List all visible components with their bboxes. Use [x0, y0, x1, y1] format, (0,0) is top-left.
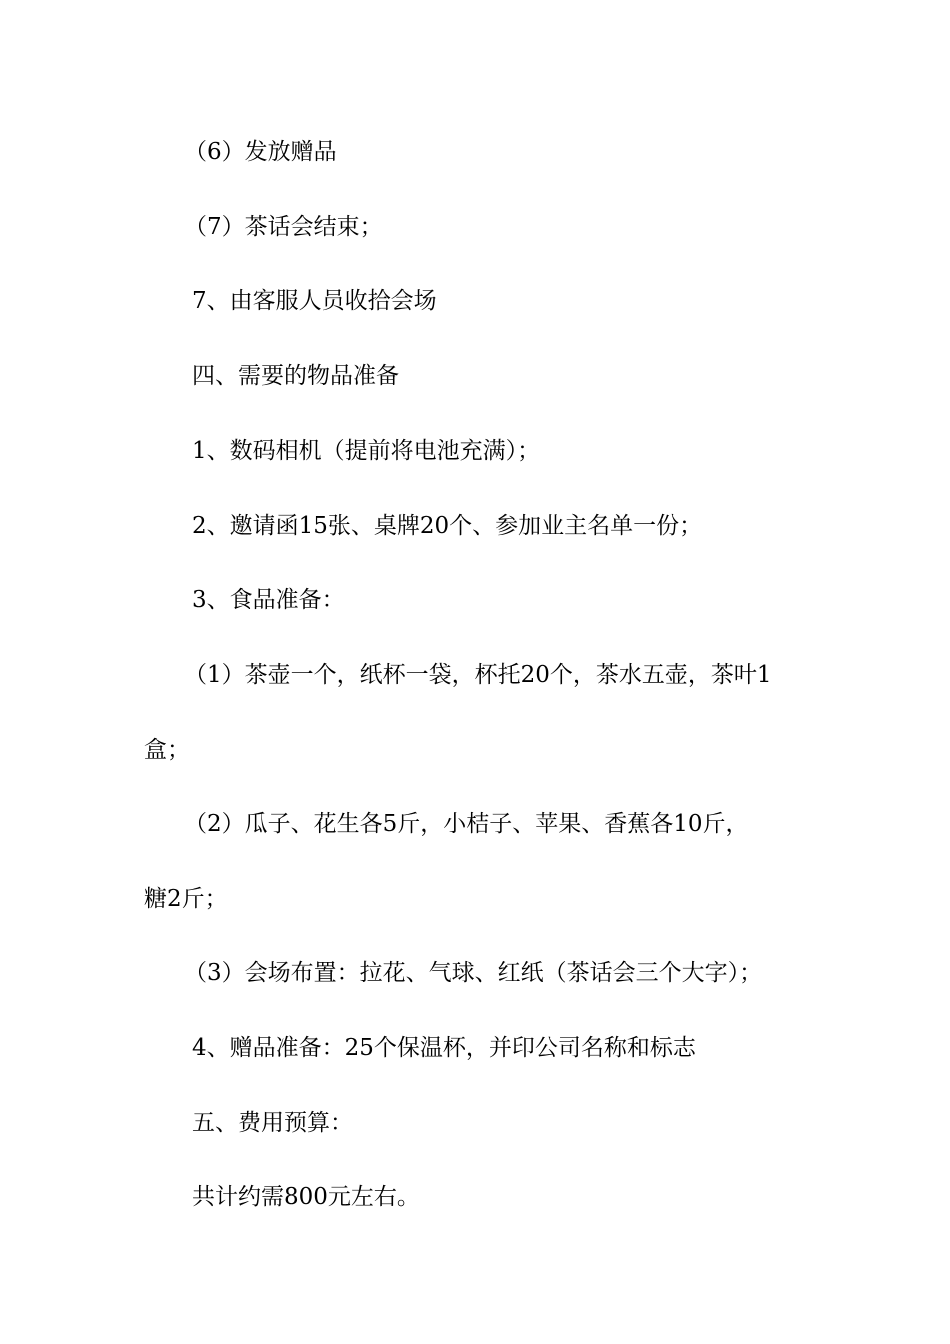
- paragraph-line: 2、邀请函15张、桌牌20个、参加业主名单一份；: [192, 513, 703, 539]
- paragraph-line: 7、由客服人员收拾会场: [192, 288, 437, 314]
- paragraph-line: （7）茶话会结束；: [184, 214, 383, 240]
- paragraph-line: 4、赠品准备：25个保温杯，并印公司名称和标志: [192, 1035, 696, 1061]
- section-heading: 五、费用预算：: [192, 1110, 353, 1136]
- paragraph-line: 3、食品准备：: [192, 587, 345, 613]
- paragraph-line: （2）瓜子、花生各5斤，小桔子、苹果、香蕉各10斤，: [184, 811, 749, 837]
- paragraph-line: （6）发放赠品: [184, 139, 337, 165]
- section-heading: 四、需要的物品准备: [192, 363, 399, 389]
- paragraph-line: （1）茶壶一个，纸杯一袋，杯托20个，茶水五壶，茶叶1: [184, 662, 772, 688]
- paragraph-line: 1、数码相机（提前将电池充满）；: [192, 438, 541, 464]
- paragraph-line: （3）会场布置：拉花、气球、红纸（茶话会三个大字）；: [184, 960, 763, 986]
- paragraph-line-continuation: 盒；: [144, 737, 190, 763]
- paragraph-line-continuation: 糖2斤；: [144, 886, 228, 912]
- paragraph-line: 共计约需800元左右。: [192, 1184, 420, 1210]
